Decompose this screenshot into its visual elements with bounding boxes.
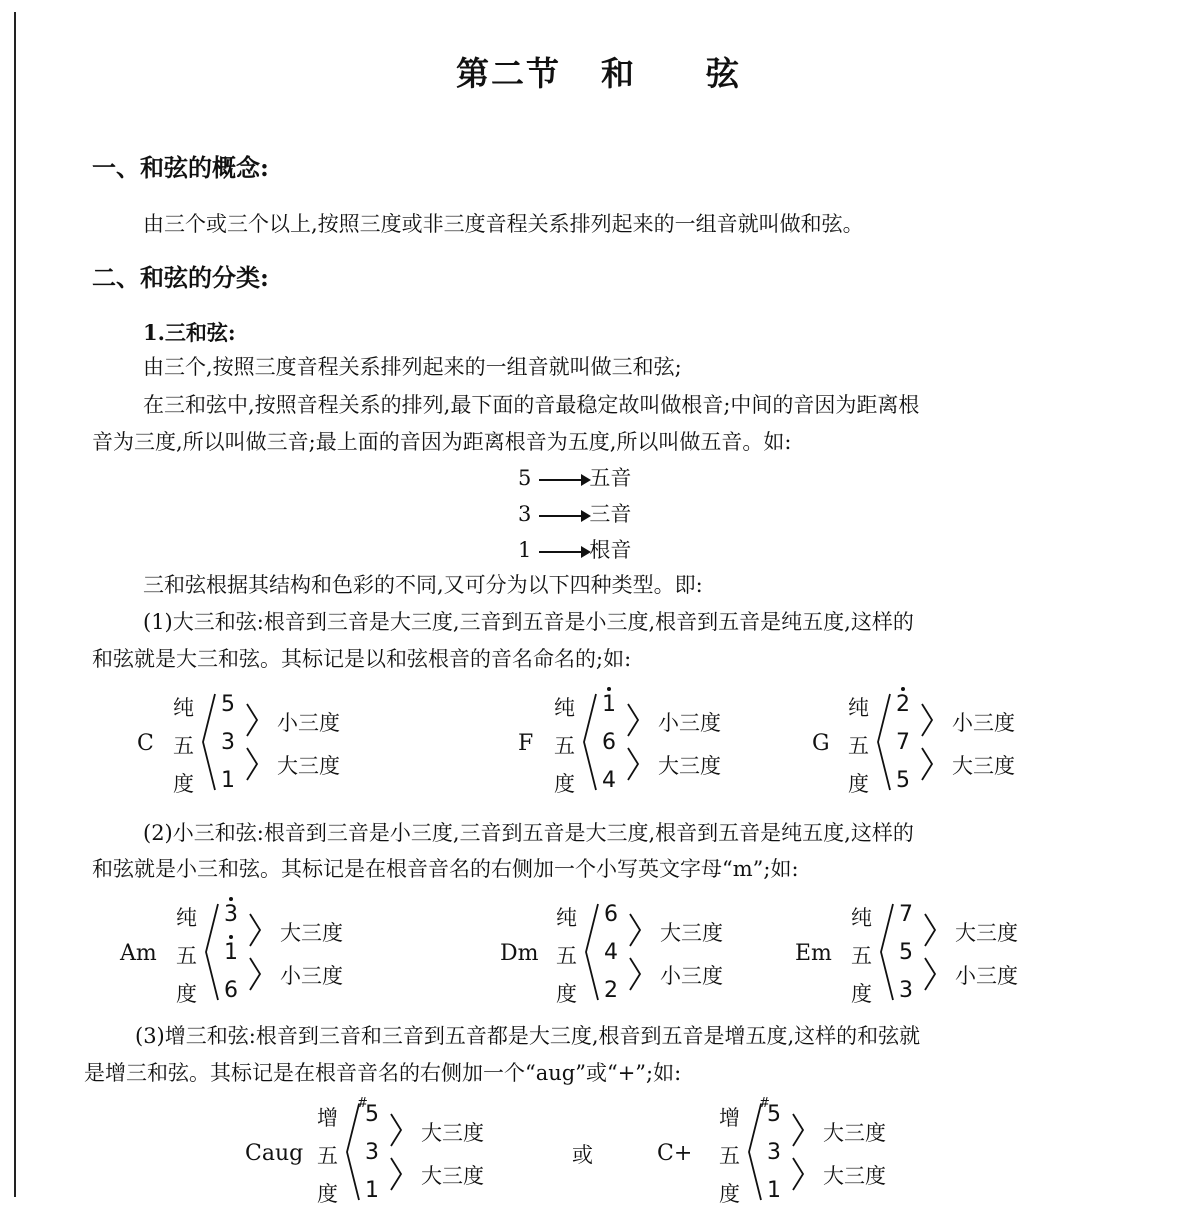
chord-note: 5 <box>767 1102 781 1127</box>
chord-interval-label: 小三度 <box>660 964 723 988</box>
chord-interval-label: 小三度 <box>952 711 1015 735</box>
concept-heading: 一、和弦的概念: <box>92 153 269 182</box>
chord-note: 3 <box>221 730 235 755</box>
arrow-row-third <box>518 498 631 528</box>
lower-interval-angle <box>628 748 638 780</box>
page-title <box>0 48 1197 95</box>
arrow-num: 1 <box>518 538 532 562</box>
title-part-xian: 弦 <box>706 54 741 93</box>
outer-bracket <box>584 694 596 790</box>
chord-side-label: 度 <box>719 1182 740 1206</box>
chord-note: 5 <box>365 1102 379 1127</box>
chord-note: 5 <box>221 692 235 717</box>
chord-note: 1 <box>224 940 238 965</box>
chord-side-label: 度 <box>554 772 575 796</box>
chord-bracket-lines <box>812 690 1132 800</box>
title-part-he: 和 <box>601 54 636 93</box>
upper-interval-angle <box>630 914 640 946</box>
chord-side-label: 纯 <box>556 906 577 930</box>
chord-note: 6 <box>224 978 238 1003</box>
outer-bracket <box>586 904 598 1000</box>
outer-bracket <box>203 694 215 790</box>
chord-interval-label: 小三度 <box>955 964 1018 988</box>
upper-interval-angle <box>391 1114 401 1146</box>
lower-interval-angle <box>391 1158 401 1190</box>
triad-paragraph-2b: 音为三度,所以叫做三音;最上面的音因为距离根音为五度,所以叫做五音。如: <box>92 430 792 454</box>
upper-interval-angle <box>793 1114 803 1146</box>
chord-side-label: 纯 <box>554 696 575 720</box>
chord-side-label: 增 <box>719 1106 740 1130</box>
outer-bracket <box>347 1104 359 1200</box>
chord-name: Em <box>795 941 832 966</box>
chord-name: G <box>812 731 830 756</box>
major-paragraph-1: (1)大三和弦:根音到三音是大三度,三音到五音是小三度,根音到五音是纯五度,这样的 <box>143 610 914 634</box>
lower-interval-angle <box>630 958 640 990</box>
chord-note: 5 <box>896 768 910 793</box>
chord-name: C <box>137 731 154 756</box>
triad-paragraph-1: 由三个,按照三度音程关系排列起来的一组音就叫做三和弦; <box>143 355 682 379</box>
chord-side-label: 五 <box>554 734 575 758</box>
chord-note: 1 <box>767 1178 781 1203</box>
arrow-icon <box>539 515 583 517</box>
chord-side-label: 纯 <box>851 906 872 930</box>
arrow-num: 5 <box>518 466 532 490</box>
chord-diagram-G <box>812 690 1132 800</box>
chord-side-label: 纯 <box>848 696 869 720</box>
or-word: 或 <box>572 1143 593 1167</box>
chord-side-label: 度 <box>848 772 869 796</box>
chord-interval-label: 小三度 <box>658 711 721 735</box>
chord-note: 5 <box>899 940 913 965</box>
title-part-section: 第二节 <box>456 54 561 93</box>
chord-interval-label: 小三度 <box>280 964 343 988</box>
chord-interval-label: 大三度 <box>952 754 1015 778</box>
chord-note: 6 <box>602 730 616 755</box>
aug-paragraph-2: 是增三和弦。其标记是在根音音名的右侧加一个“aug”或“+”;如: <box>84 1061 682 1085</box>
outer-bracket <box>878 694 890 790</box>
arrow-label: 根音 <box>589 538 632 562</box>
arrow-icon <box>539 551 583 553</box>
chord-note: 1 <box>365 1178 379 1203</box>
chord-side-label: 度 <box>176 982 197 1006</box>
chord-diagram-C <box>137 690 457 800</box>
upper-interval-angle <box>922 704 932 736</box>
chord-note: 2 <box>896 692 910 717</box>
outer-bracket <box>749 1104 761 1200</box>
aug-paragraph-1: (3)增三和弦:根音到三音和三音到五音都是大三度,根音到五音是增五度,这样的和弦就 <box>135 1024 921 1048</box>
chord-interval-label: 大三度 <box>421 1164 484 1188</box>
chord-note: 7 <box>899 902 913 927</box>
chord-name: F <box>518 731 534 756</box>
chord-side-label: 五 <box>851 944 872 968</box>
chord-side-label: 五 <box>317 1144 338 1168</box>
chord-side-label: 度 <box>173 772 194 796</box>
chord-note: 3 <box>767 1140 781 1165</box>
chord-interval-label: 大三度 <box>823 1121 886 1145</box>
minor-paragraph-2: 和弦就是小三和弦。其标记是在根音音名的右侧加一个小写英文字母“m”;如: <box>92 857 799 881</box>
chord-side-label: 五 <box>173 734 194 758</box>
chord-side-label: 五 <box>848 734 869 758</box>
upper-interval-angle <box>628 704 638 736</box>
sharp-sign: # <box>357 1096 368 1111</box>
chord-bracket-lines <box>137 690 457 800</box>
upper-interval-angle <box>925 914 935 946</box>
chord-interval-label: 大三度 <box>660 921 723 945</box>
chord-note: 7 <box>896 730 910 755</box>
chord-note: 4 <box>604 940 618 965</box>
chord-side-label: 增 <box>317 1106 338 1130</box>
arrow-icon <box>539 479 583 481</box>
chord-note: 3 <box>224 902 238 927</box>
chord-note: 1 <box>602 692 616 717</box>
lower-interval-angle <box>250 958 260 990</box>
page-left-rule <box>14 12 16 1197</box>
chord-bracket-lines <box>518 690 838 800</box>
chord-side-label: 五 <box>176 944 197 968</box>
chord-diagram-Am <box>120 900 440 1010</box>
chord-diagram-Em <box>795 900 1115 1010</box>
chord-diagram-Cplus <box>657 1096 977 1210</box>
classify-heading: 二、和弦的分类: <box>92 263 269 292</box>
chord-interval-label: 大三度 <box>658 754 721 778</box>
chord-bracket-lines <box>120 900 440 1010</box>
chord-bracket-lines <box>657 1100 977 1210</box>
chord-interval-label: 大三度 <box>955 921 1018 945</box>
chord-bracket-lines <box>795 900 1115 1010</box>
chord-side-label: 纯 <box>176 906 197 930</box>
triad-paragraph-2a: 在三和弦中,按照音程关系的排列,最下面的音最稳定故叫做根音;中间的音因为距离根 <box>143 393 920 417</box>
major-paragraph-2: 和弦就是大三和弦。其标记是以和弦根音的音名命名的;如: <box>92 647 632 671</box>
chord-bracket-lines <box>245 1100 565 1210</box>
outer-bracket <box>206 904 218 1000</box>
arrow-label: 五音 <box>589 466 632 490</box>
outer-bracket <box>881 904 893 1000</box>
chord-side-label: 五 <box>556 944 577 968</box>
chord-note: 6 <box>604 902 618 927</box>
chord-name: Caug <box>245 1141 304 1166</box>
chord-name: Am <box>120 941 157 966</box>
sharp-sign: # <box>759 1096 770 1111</box>
chord-interval-label: 大三度 <box>277 754 340 778</box>
chord-side-label: 度 <box>851 982 872 1006</box>
types-intro: 三和弦根据其结构和色彩的不同,又可分为以下四种类型。即: <box>143 573 703 597</box>
triad-heading: 1.三和弦: <box>143 320 236 345</box>
chord-interval-label: 大三度 <box>823 1164 886 1188</box>
minor-paragraph-1: (2)小三和弦:根音到三音是小三度,三音到五音是大三度,根音到五音是纯五度,这样的 <box>143 821 914 845</box>
arrow-row-root <box>518 534 631 564</box>
concept-body: 由三个或三个以上,按照三度或非三度音程关系排列起来的一组音就叫做和弦。 <box>143 212 864 236</box>
chord-name: C+ <box>657 1141 693 1166</box>
arrow-row-fifth <box>518 462 631 492</box>
chord-side-label: 五 <box>719 1144 740 1168</box>
chord-note: 1 <box>221 768 235 793</box>
lower-interval-angle <box>247 748 257 780</box>
arrow-label: 三音 <box>589 502 632 526</box>
chord-note: 3 <box>365 1140 379 1165</box>
chord-side-label: 纯 <box>173 696 194 720</box>
chord-note: 4 <box>602 768 616 793</box>
chord-diagram-Dm <box>500 900 820 1010</box>
chord-interval-label: 大三度 <box>280 921 343 945</box>
arrow-num: 3 <box>518 502 532 526</box>
chord-bracket-lines <box>500 900 820 1010</box>
chord-interval-label: 大三度 <box>421 1121 484 1145</box>
upper-interval-angle <box>247 704 257 736</box>
chord-note: 3 <box>899 978 913 1003</box>
chord-diagram-F <box>518 690 838 800</box>
chord-interval-label: 小三度 <box>277 711 340 735</box>
upper-interval-angle <box>250 914 260 946</box>
chord-diagram-Caug <box>245 1096 565 1210</box>
lower-interval-angle <box>922 748 932 780</box>
chord-note: 2 <box>604 978 618 1003</box>
lower-interval-angle <box>793 1158 803 1190</box>
chord-side-label: 度 <box>317 1182 338 1206</box>
chord-side-label: 度 <box>556 982 577 1006</box>
chord-name: Dm <box>500 941 539 966</box>
lower-interval-angle <box>925 958 935 990</box>
